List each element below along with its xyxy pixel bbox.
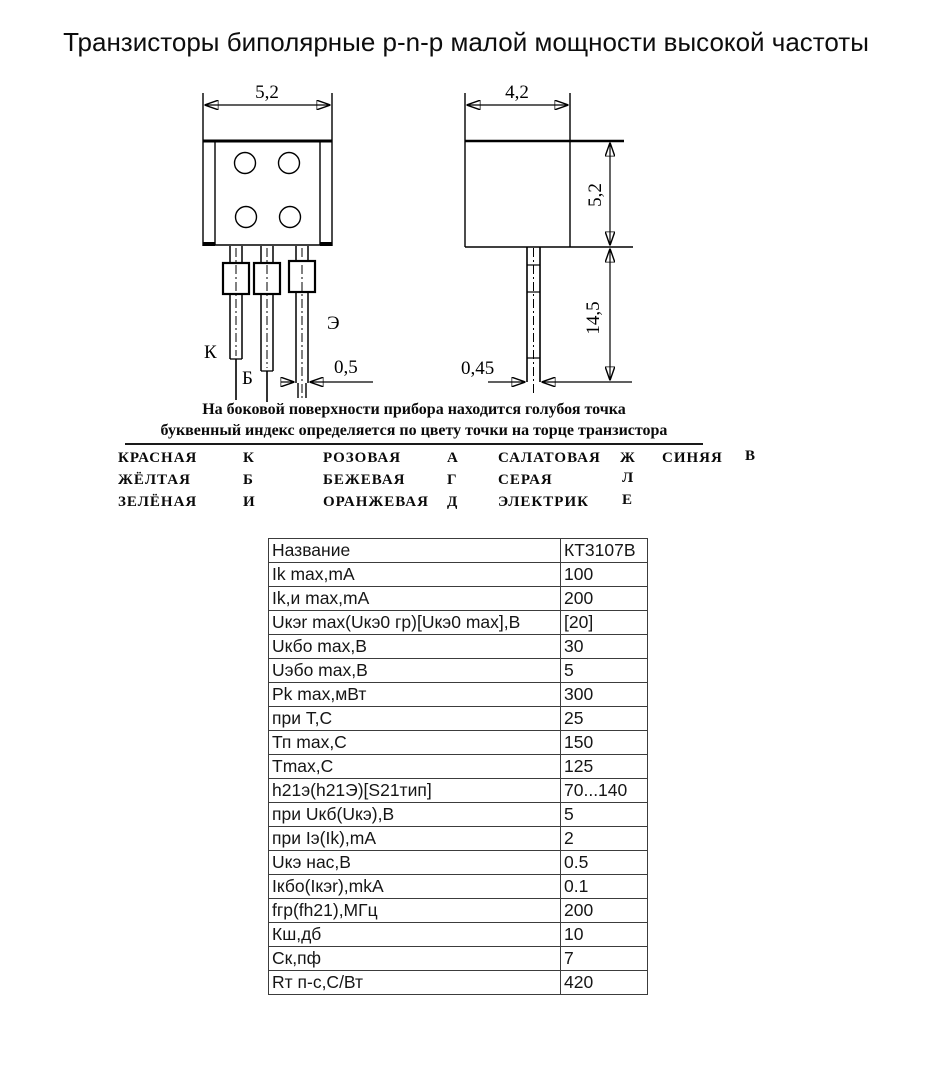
side-width-dim-text: 4,2	[505, 82, 529, 103]
color-name: КРАСНАЯ	[118, 450, 198, 466]
color-index: Д	[447, 494, 459, 510]
spec-value: 0.1	[561, 875, 648, 899]
table-row	[269, 827, 648, 851]
spec-param: при Uкб(Uкэ),B	[269, 803, 561, 827]
table-row	[269, 563, 648, 587]
spec-param: Iкбо(Iкэr),mkA	[269, 875, 561, 899]
spec-param: fгр(fh21),МГц	[269, 899, 561, 923]
note-underline	[125, 443, 703, 445]
color-name: ЭЛЕКТРИК	[498, 494, 589, 510]
spec-value: 30	[561, 635, 648, 659]
color-index: Ж	[620, 450, 636, 466]
spec-value: 300	[561, 683, 648, 707]
spec-value: 0.5	[561, 851, 648, 875]
table-row	[269, 851, 648, 875]
front-lead-width-dim-text: 0,5	[334, 357, 358, 378]
spec-value: 10	[561, 923, 648, 947]
spec-header-row	[269, 539, 648, 563]
spec-header-param: Название	[269, 539, 561, 563]
table-row	[269, 707, 648, 731]
front-view-body	[203, 141, 332, 245]
body-dimple	[280, 207, 301, 228]
spec-param: Ск,пф	[269, 947, 561, 971]
spec-value: 5	[561, 803, 648, 827]
table-row	[269, 587, 648, 611]
table-row	[269, 923, 648, 947]
base-label: Б	[242, 368, 253, 389]
spec-param: Tmax,C	[269, 755, 561, 779]
spec-param: Тп max,C	[269, 731, 561, 755]
color-name: ОРАНЖЕВАЯ	[323, 494, 429, 510]
table-row	[269, 971, 648, 995]
spec-param: Uэбо max,B	[269, 659, 561, 683]
side-view-lead-width-dimension	[461, 358, 632, 382]
spec-param: Uкбо max,B	[269, 635, 561, 659]
front-view-drawing	[203, 82, 373, 402]
table-row	[269, 899, 648, 923]
spec-param: при T,C	[269, 707, 561, 731]
marking-note-line1: На боковой поверхности прибора находится голубоя точка	[202, 401, 626, 418]
color-index: К	[243, 450, 255, 466]
spec-param: Uкэ нас,B	[269, 851, 561, 875]
package-drawing	[0, 70, 932, 410]
spec-header-value: КТ3107В	[561, 539, 648, 563]
body-dimple	[279, 153, 300, 174]
side-lead-width-dim-text: 0,45	[461, 358, 495, 379]
color-name: САЛАТОВАЯ	[498, 450, 601, 466]
color-name: БЕЖЕВАЯ	[323, 472, 406, 488]
side-view-drawing	[461, 82, 633, 396]
side-view-width-dimension	[465, 82, 570, 247]
front-width-dim-text: 5,2	[255, 82, 279, 103]
spec-param: Кш,дб	[269, 923, 561, 947]
color-index: Е	[622, 492, 634, 508]
base-lead	[254, 246, 280, 402]
spec-value: 7	[561, 947, 648, 971]
spec-value: 5	[561, 659, 648, 683]
spec-param: Ik,и max,mA	[269, 587, 561, 611]
table-row	[269, 659, 648, 683]
marking-note-line2: буквенный индекс определяется по цвету точки на торце транзистора	[160, 422, 668, 439]
spec-value: 420	[561, 971, 648, 995]
page-title: Транзисторы биполярные p-n-p малой мощности высокой частоты	[63, 27, 869, 57]
spec-param: Ik max,mA	[269, 563, 561, 587]
emitter-label: Э	[327, 313, 340, 334]
color-index: Г	[447, 472, 458, 488]
emitter-lead	[289, 246, 315, 400]
color-index: Б	[243, 472, 254, 488]
side-view-lead-length-dimension	[583, 249, 610, 381]
table-row	[269, 635, 648, 659]
spec-value: 25	[561, 707, 648, 731]
color-index: А	[447, 450, 459, 466]
spec-value: 100	[561, 563, 648, 587]
front-view-lead-width-dimension	[281, 357, 373, 382]
side-view-body	[465, 141, 633, 247]
table-row	[269, 611, 648, 635]
color-name: СИНЯЯ	[662, 450, 723, 466]
table-row	[269, 875, 648, 899]
collector-label: К	[204, 342, 217, 363]
spec-value: 2	[561, 827, 648, 851]
spec-table	[268, 538, 648, 995]
table-row	[269, 683, 648, 707]
body-dimple	[235, 153, 256, 174]
spec-param: h21э(h21Э)[S21тип]	[269, 779, 561, 803]
color-name: ЖЁЛТАЯ	[118, 472, 191, 488]
color-index: Л	[622, 470, 635, 486]
side-height-dim-text: 5,2	[585, 183, 606, 207]
spec-value: 70...140	[561, 779, 648, 803]
color-index: В	[745, 448, 757, 464]
table-row	[269, 731, 648, 755]
side-lead-length-dim-text: 14,5	[583, 301, 604, 335]
table-row	[269, 947, 648, 971]
spec-param: при Iэ(Ik),mA	[269, 827, 561, 851]
table-row	[269, 779, 648, 803]
marking-note	[125, 399, 703, 441]
front-view-width-dimension	[203, 82, 332, 246]
spec-param: Uкэr max(Uкэ0 гр)[Uкэ0 max],B	[269, 611, 561, 635]
side-view-lead	[527, 247, 540, 396]
table-row	[269, 755, 648, 779]
body-dimple	[236, 207, 257, 228]
color-name: РОЗОВАЯ	[323, 450, 402, 466]
spec-value: 200	[561, 899, 648, 923]
spec-param: Pk max,мВт	[269, 683, 561, 707]
spec-value: 150	[561, 731, 648, 755]
color-name: ЗЕЛЁНАЯ	[118, 494, 198, 510]
spec-value: [20]	[561, 611, 648, 635]
spec-param: Rт п-с,С/Вт	[269, 971, 561, 995]
table-row	[269, 803, 648, 827]
side-view-height-dimension	[585, 143, 610, 246]
color-name: СЕРАЯ	[498, 472, 553, 488]
color-index: И	[243, 494, 256, 510]
spec-value: 125	[561, 755, 648, 779]
spec-value: 200	[561, 587, 648, 611]
